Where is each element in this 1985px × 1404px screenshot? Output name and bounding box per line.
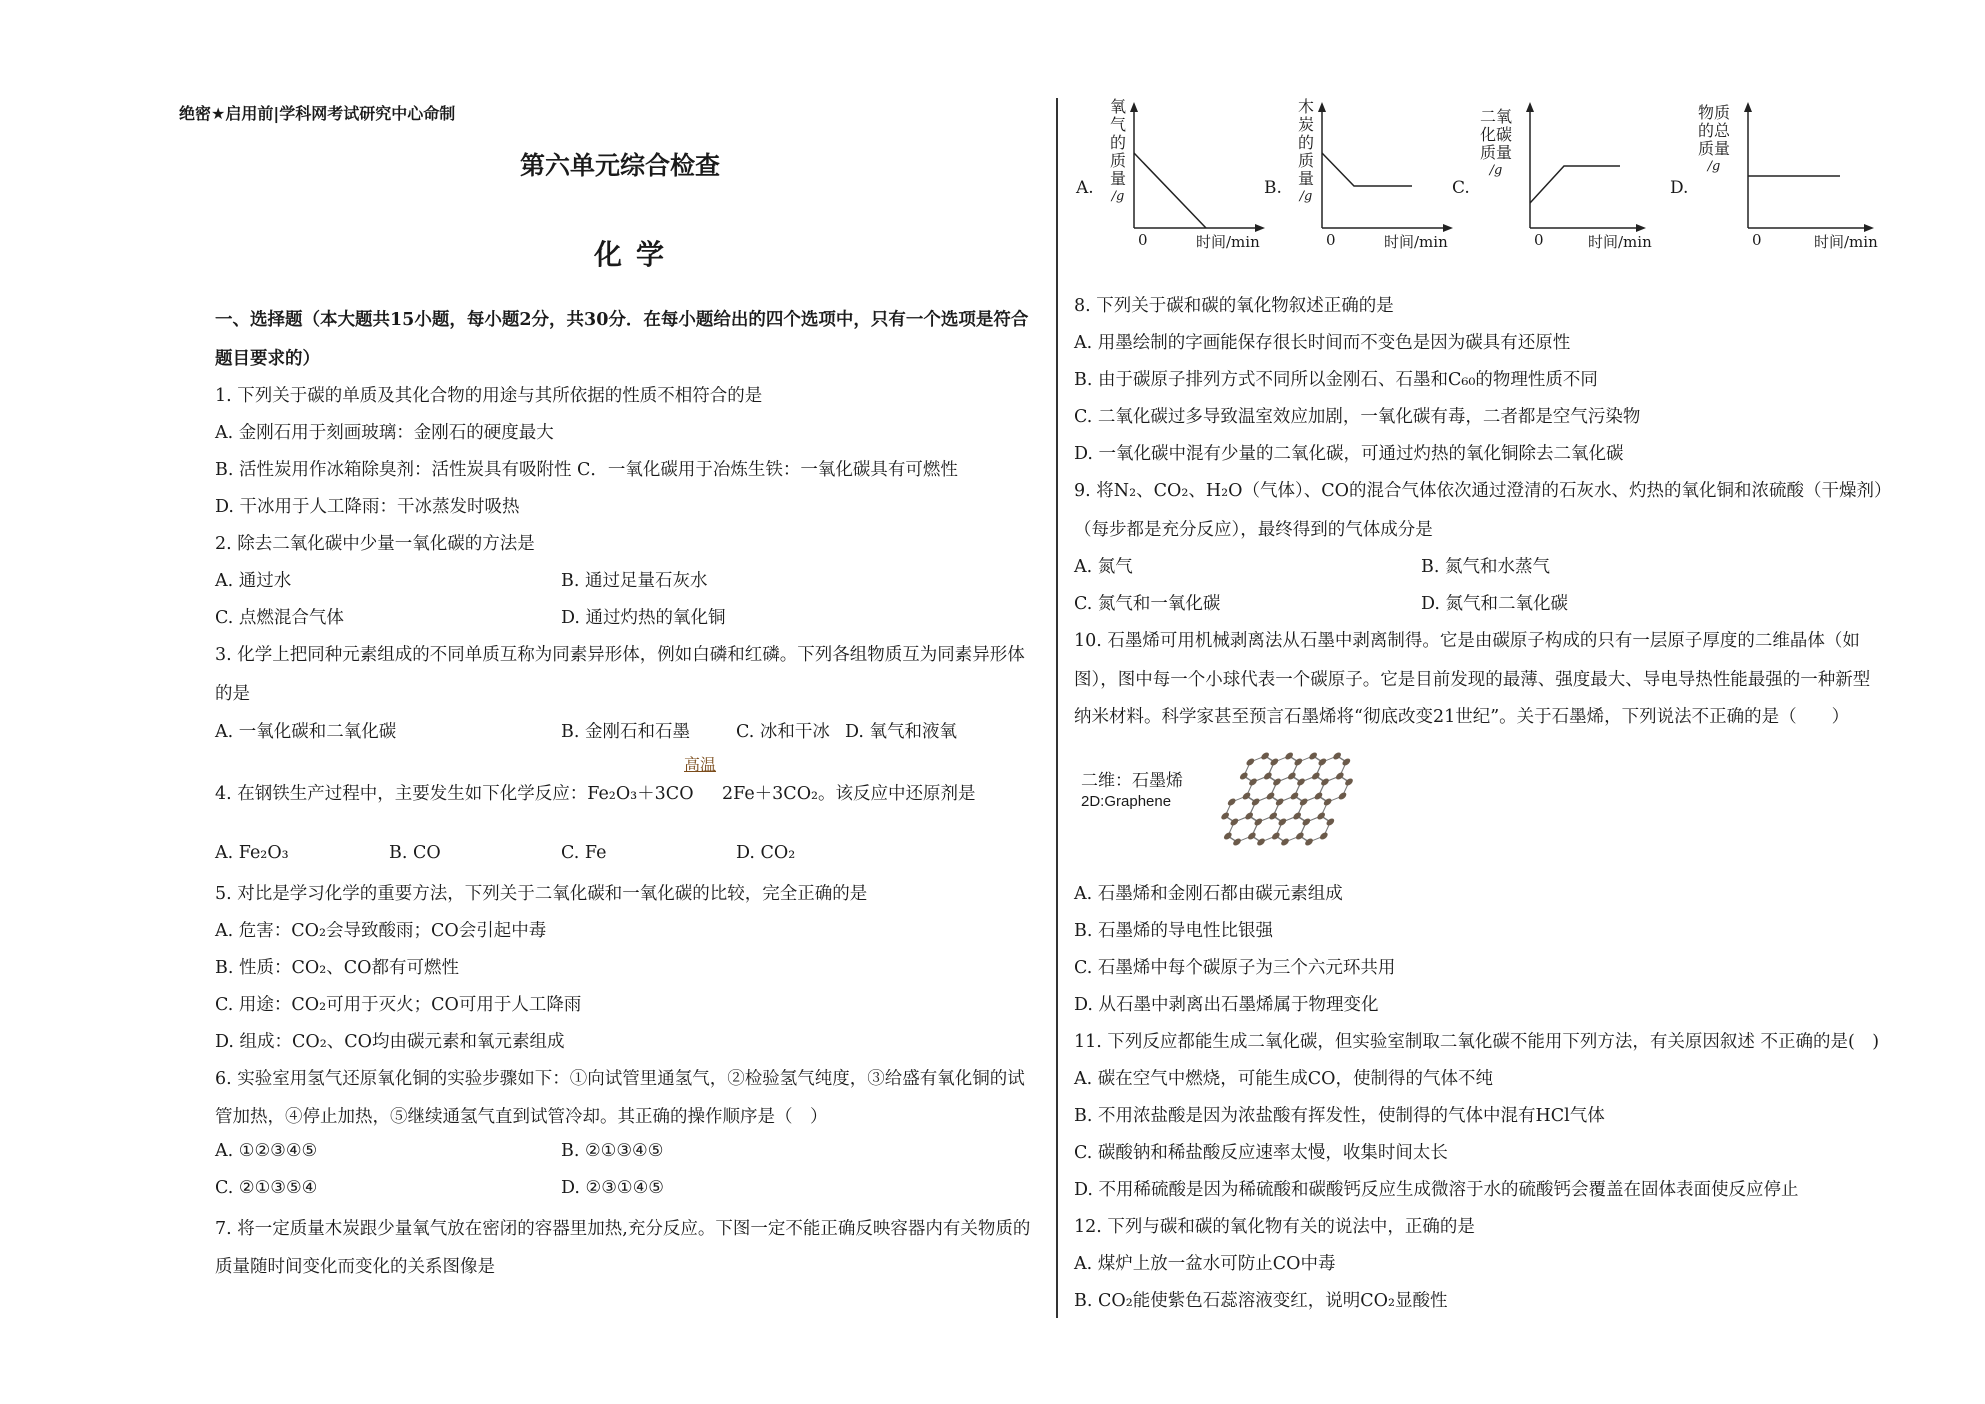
question-7-cont: 质量随时间变化而变化的关系图像是 bbox=[215, 1257, 495, 1277]
graph-b-ylabel-2: 炭 bbox=[1297, 115, 1314, 134]
question-6: 6. 实验室用氢气还原氧化铜的实验步骤如下：①向试管里通氢气，②检验氢气纯度，③给盛有氧化铜的试 bbox=[215, 1069, 1025, 1089]
q6-option-a: A. ①②③④⑤ bbox=[215, 1141, 318, 1161]
graph-d bbox=[1668, 98, 1878, 258]
graph-b-ylabel-3: 的 bbox=[1297, 133, 1314, 152]
column-divider bbox=[1056, 98, 1058, 1318]
question-7: 7. 将一定质量木炭跟少量氧气放在密闭的容器里加热,充分反应。下图一定不能正确反映容器内有关物质的 bbox=[215, 1219, 1031, 1239]
graph-a-origin: 0 bbox=[1138, 231, 1148, 249]
q3-option-c: C. 冰和干冰 bbox=[736, 722, 830, 742]
q10-option-b: B. 石墨烯的导电性比银强 bbox=[1074, 921, 1273, 941]
graph-a-xlabel: 时间/min bbox=[1196, 233, 1260, 251]
q4-option-a: A. Fe₂O₃ bbox=[215, 843, 289, 863]
q11-option-d: D. 不用稀硫酸是因为稀硫酸和碳酸钙反应生成微溶于水的硫酸钙会覆盖在固体表面使反应停止 bbox=[1074, 1180, 1799, 1200]
graph-a-ylabel-1: 氧 bbox=[1109, 97, 1126, 116]
q3-option-a: A. 一氧化碳和二氧化碳 bbox=[215, 722, 397, 742]
graph-d-letter: D. bbox=[1670, 178, 1689, 198]
q5-option-d: D. 组成：CO₂、CO均由碳元素和氧元素组成 bbox=[215, 1032, 565, 1052]
q12-option-a: A. 煤炉上放一盆水可防止CO中毒 bbox=[1074, 1254, 1336, 1274]
graph-b-ylabel-1: 木 bbox=[1297, 97, 1314, 116]
q6-option-d: D. ②③①④⑤ bbox=[561, 1178, 664, 1198]
graphene-lattice-image bbox=[1195, 752, 1375, 862]
graphene-label-cn: 二维：石墨烯 bbox=[1081, 771, 1183, 791]
q4-option-d: D. CO₂ bbox=[736, 843, 796, 863]
q6-option-c: C. ②①③⑤④ bbox=[215, 1178, 318, 1198]
q2-option-d: D. 通过灼热的氧化铜 bbox=[561, 608, 726, 628]
confidential-header: 绝密★启用前|学科网考试研究中心命制 bbox=[179, 104, 456, 123]
graph-a-ylabel-6: /g bbox=[1111, 189, 1125, 204]
q8-option-b: B. 由于碳原子排列方式不同所以金刚石、石墨和C₆₀的物理性质不同 bbox=[1074, 370, 1598, 390]
q3-option-d: D. 氧气和液氧 bbox=[845, 722, 958, 742]
question-4-part1: 4. 在钢铁生产过程中，主要发生如下化学反应：Fe₂O₃＋3CO bbox=[215, 784, 694, 804]
q8-option-d: D. 一氧化碳中混有少量的二氧化碳，可通过灼热的氧化铜除去二氧化碳 bbox=[1074, 444, 1624, 464]
question-3-cont: 的是 bbox=[215, 684, 250, 704]
question-3: 3. 化学上把同种元素组成的不同单质互称为同素异形体，例如白磷和红磷。下列各组物质互为同素异形体 bbox=[215, 645, 1025, 665]
graph-d-ylabel-2: 的总 bbox=[1697, 121, 1730, 140]
graph-c-letter: C. bbox=[1452, 178, 1470, 198]
question-12: 12. 下列与碳和碳的氧化物有关的说法中，正确的是 bbox=[1074, 1217, 1475, 1237]
q11-option-b: B. 不用浓盐酸是因为浓盐酸有挥发性，使制得的气体中混有HCl气体 bbox=[1074, 1106, 1605, 1126]
graph-a-ylabel-5: 量 bbox=[1109, 169, 1126, 188]
graph-b-letter: B. bbox=[1264, 178, 1282, 198]
graph-b-xlabel: 时间/min bbox=[1384, 233, 1448, 251]
q5-option-b: B. 性质：CO₂、CO都有可燃性 bbox=[215, 958, 459, 978]
graph-d-ylabel-4: /g bbox=[1707, 159, 1721, 174]
q8-option-c: C. 二氧化碳过多导致温室效应加剧，一氧化碳有毒，二者都是空气污染物 bbox=[1074, 407, 1641, 427]
graph-c-origin: 0 bbox=[1534, 231, 1544, 249]
graph-a-ylabel-4: 质 bbox=[1109, 151, 1126, 170]
q10-option-d: D. 从石墨中剥离出石墨烯属于物理变化 bbox=[1074, 995, 1379, 1015]
graph-d-ylabel-1: 物质 bbox=[1697, 103, 1730, 122]
graph-a-ylabel-2: 气 bbox=[1109, 115, 1126, 134]
graph-c bbox=[1450, 98, 1650, 258]
question-5: 5. 对比是学习化学的重要方法，下列关于二氧化碳和一氧化碳的比较，完全正确的是 bbox=[215, 884, 868, 904]
graph-a bbox=[1074, 98, 1274, 258]
question-6-cont: 管加热，④停止加热，⑤继续通氢气直到试管冷却。其正确的操作顺序是（ ） bbox=[215, 1107, 828, 1127]
graph-d-ylabel-3: 质量 bbox=[1697, 139, 1730, 158]
q1-option-d: D. 干冰用于人工降雨：干冰蒸发时吸热 bbox=[215, 497, 520, 517]
q4-option-b: B. CO bbox=[389, 843, 441, 863]
graph-b-ylabel-6: /g bbox=[1299, 189, 1313, 204]
graph-d-xlabel: 时间/min bbox=[1814, 233, 1878, 251]
q11-option-a: A. 碳在空气中燃烧，可能生成CO，使制得的气体不纯 bbox=[1074, 1069, 1493, 1089]
graph-b-origin: 0 bbox=[1326, 231, 1336, 249]
q4-option-c: C. Fe bbox=[561, 843, 607, 863]
q9-option-c: C. 氮气和一氧化碳 bbox=[1074, 594, 1221, 614]
graph-b-ylabel-4: 质 bbox=[1297, 151, 1314, 170]
q6-option-b: B. ②①③④⑤ bbox=[561, 1141, 664, 1161]
q2-option-a: A. 通过水 bbox=[215, 571, 292, 591]
graph-b bbox=[1262, 98, 1462, 258]
question-10-cont-2: 纳米材料。科学家甚至预言石墨烯将“彻底改变21世纪”。关于石墨烯，下列说法不正确的是（ ） bbox=[1074, 707, 1850, 727]
question-2: 2. 除去二氧化碳中少量一氧化碳的方法是 bbox=[215, 534, 535, 554]
question-11: 11. 下列反应都能生成二氧化碳，但实验室制取二氧化碳不能用下列方法，有关原因叙述 不正确的是( ) bbox=[1074, 1032, 1880, 1052]
q10-option-c: C. 石墨烯中每个碳原子为三个六元环共用 bbox=[1074, 958, 1396, 978]
question-10: 10. 石墨烯可用机械剥离法从石墨中剥离制得。它是由碳原子构成的只有一层原子厚度的二维晶体（如 bbox=[1074, 631, 1860, 651]
q8-option-a: A. 用墨绘制的字画能保存很长时间而不变色是因为碳具有还原性 bbox=[1074, 333, 1571, 353]
subject-title: 化学 bbox=[594, 238, 679, 271]
graph-b-ylabel-5: 量 bbox=[1297, 169, 1314, 188]
question-8: 8. 下列关于碳和碳的氧化物叙述正确的是 bbox=[1074, 296, 1394, 316]
graph-c-ylabel-4: /g bbox=[1489, 163, 1503, 178]
section-heading-cont: 题目要求的） bbox=[215, 349, 320, 369]
question-9: 9. 将N₂、CO₂、H₂O（气体）、CO的混合气体依次通过澄清的石灰水、灼热的氧化铜和浓硫酸（干燥剂） bbox=[1074, 481, 1892, 501]
q5-option-c: C. 用途：CO₂可用于灭火；CO可用于人工降雨 bbox=[215, 995, 582, 1015]
graph-c-ylabel-3: 质量 bbox=[1479, 143, 1512, 162]
section-heading: 一、选择题（本大题共15小题，每小题2分，共30分．在每小题给出的四个选项中，只有一个选项是符合 bbox=[215, 310, 1029, 330]
graph-c-ylabel-1: 二氧 bbox=[1479, 107, 1512, 126]
q3-option-b: B. 金刚石和石墨 bbox=[561, 722, 690, 742]
q1-option-a: A. 金刚石用于刻画玻璃：金刚石的硬度最大 bbox=[215, 423, 554, 443]
graph-c-xlabel: 时间/min bbox=[1588, 233, 1652, 251]
page-title: 第六单元综合检查 bbox=[520, 151, 721, 180]
graph-a-letter: A. bbox=[1076, 178, 1094, 198]
question-9-cont: （每步都是充分反应），最终得到的气体成分是 bbox=[1074, 520, 1433, 540]
graph-a-ylabel-3: 的 bbox=[1109, 133, 1126, 152]
question-4-part2: 2Fe＋3CO₂。该反应中还原剂是 bbox=[722, 784, 976, 804]
reaction-condition: 高温 bbox=[684, 755, 717, 774]
graph-c-ylabel-2: 化碳 bbox=[1479, 125, 1512, 144]
question-1: 1. 下列关于碳的单质及其化合物的用途与其所依据的性质不相符合的是 bbox=[215, 386, 763, 406]
q2-option-b: B. 通过足量石灰水 bbox=[561, 571, 708, 591]
q1-option-b-c: B. 活性炭用作冰箱除臭剂：活性炭具有吸附性 C．一氧化碳用于冶炼生铁：一氧化碳具有可燃性 bbox=[215, 460, 958, 480]
q10-option-a: A. 石墨烯和金刚石都由碳元素组成 bbox=[1074, 884, 1343, 904]
q12-option-b: B. CO₂能使紫色石蕊溶液变红，说明CO₂显酸性 bbox=[1074, 1291, 1448, 1311]
q9-option-b: B. 氮气和水蒸气 bbox=[1421, 557, 1550, 577]
q11-option-c: C. 碳酸钠和稀盐酸反应速率太慢，收集时间太长 bbox=[1074, 1143, 1448, 1163]
graph-d-origin: 0 bbox=[1752, 231, 1762, 249]
q5-option-a: A. 危害：CO₂会导致酸雨；CO会引起中毒 bbox=[215, 921, 547, 941]
graphene-label-en: 2D:Graphene bbox=[1081, 793, 1172, 810]
q2-option-c: C. 点燃混合气体 bbox=[215, 608, 344, 628]
q9-option-d: D. 氮气和二氧化碳 bbox=[1421, 594, 1569, 614]
question-10-cont-1: 图），图中每一个小球代表一个碳原子。它是目前发现的最薄、强度最大、导电导热性能最强的一种新型 bbox=[1074, 670, 1871, 690]
q9-option-a: A. 氮气 bbox=[1074, 557, 1133, 577]
